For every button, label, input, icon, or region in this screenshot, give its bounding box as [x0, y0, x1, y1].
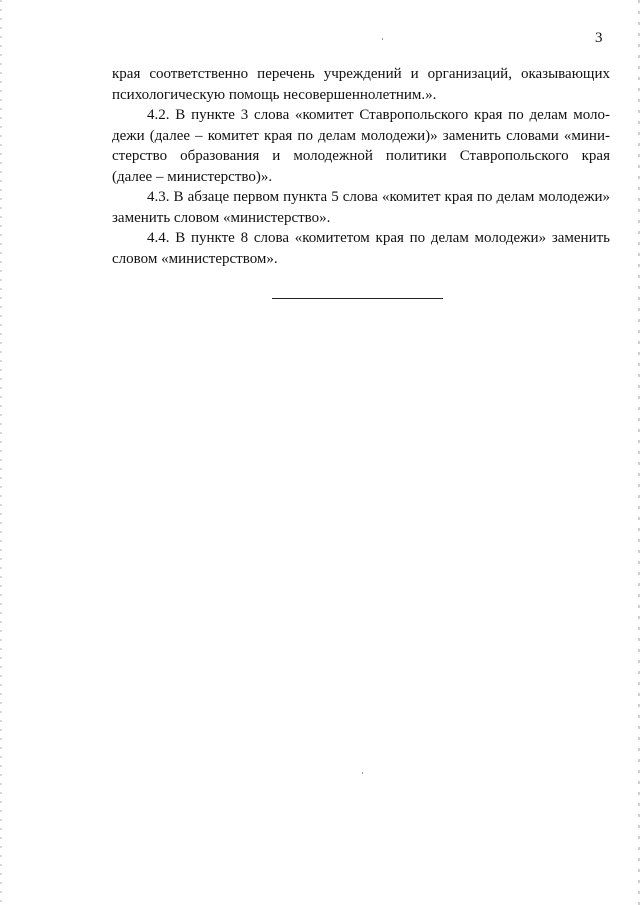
document-body [112, 64, 610, 269]
paragraph-4-4 [112, 228, 610, 269]
page-number: 3 [595, 30, 603, 46]
paragraph-continuation [112, 64, 610, 105]
text-line: психологическую помощь несовершеннолетним.». [112, 86, 437, 103]
text-line: 4.4. В пункте 8 слова «комитетом края по делам молодежи» заменить [147, 230, 610, 246]
text-line: заменить словом «министерство». [112, 209, 331, 226]
scan-speck [382, 38, 383, 40]
paragraph-4-3 [112, 187, 610, 228]
paragraph-4-2 [112, 105, 610, 187]
text-line: 4.3. В абзаце первом пункта 5 слова «комитет края по делам молодежи» [147, 189, 610, 205]
text-line: (далее – министерство)». [112, 168, 273, 185]
text-line: словом «министерством». [112, 250, 278, 267]
end-of-text-rule [272, 298, 443, 299]
text-line: дежи (далее – комитет края по делам молодежи)» заменить словами «мини- [112, 127, 610, 144]
text-line: стерство образования и молодежной политики Ставропольского края [112, 148, 610, 164]
text-line: края соответственно перечень учреждений и организаций, оказывающих [112, 66, 610, 82]
scan-edge-left [0, 0, 2, 905]
scan-speck [362, 772, 363, 774]
text-line: 4.2. В пункте 3 слова «комитет Ставропольского края по делам моло- [147, 107, 610, 123]
